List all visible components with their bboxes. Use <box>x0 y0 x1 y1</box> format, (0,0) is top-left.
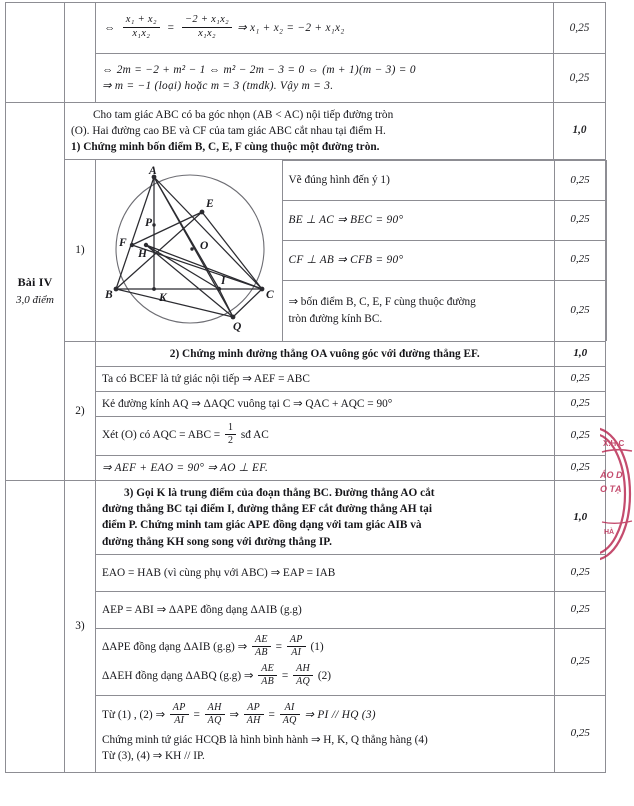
fraction-right <box>182 15 232 39</box>
table-row <box>6 341 606 480</box>
stamp-line-3: O TẠ <box>600 484 622 494</box>
fraction-denominator: AH <box>246 715 261 727</box>
equation-tag: (1) <box>310 641 324 654</box>
answer-tail: ⇒ PI // HQ (3) <box>304 709 376 722</box>
table-row <box>6 54 606 103</box>
equation-tag: (2) <box>317 670 332 683</box>
answer-line-2 <box>102 665 548 688</box>
fraction-denominator: 2 <box>228 435 234 447</box>
part2-statement: 2) Chứng minh đường thẳng OA vuông góc với đường thẳng EF. <box>96 342 554 367</box>
exercise-label: Bài IV <box>17 275 53 290</box>
svg-text:E: E <box>206 197 214 210</box>
fraction-denominator: AQ <box>296 676 311 688</box>
part2-answers-cell <box>96 341 606 480</box>
statement-line-2: đường thẳng BC tại điểm I, đường thẳng EF cắt đường thẳng AH tại <box>102 503 432 515</box>
statement-line-1: Cho tam giác ABC có ba góc nhọn (AB < AC) nội tiếp đường tròn <box>93 108 394 121</box>
svg-text:H: H <box>138 247 147 260</box>
part3-answers-cell <box>96 480 606 773</box>
statement-line-1: 3) Gọi K là trung điểm của đoạn thẳng BC. Đường thẳng AO cắt <box>124 486 435 499</box>
svg-text:O: O <box>200 239 209 252</box>
answer-line-1 <box>102 704 548 727</box>
svg-text:C: C <box>266 288 274 301</box>
fraction-ap-ai <box>170 703 189 726</box>
table-row <box>96 161 606 201</box>
part1-answer-b: BE ⊥ AC ⇒ BEC = 90° <box>282 200 554 240</box>
points-cell: 0,25 <box>554 3 606 54</box>
svg-text:A: A <box>149 164 157 177</box>
part3-answer-a: EAO = HAB (vì cùng phụ với ABC) ⇒ EAP = IAB <box>96 555 554 592</box>
empty-exercise-cell-bottom <box>6 480 65 773</box>
fraction-ae-ab-2 <box>258 664 277 687</box>
equals-sign: = <box>281 670 289 683</box>
points-cell: 0,25 <box>554 455 606 480</box>
part3-answer-c <box>96 629 554 696</box>
fraction-denominator: AI <box>291 647 302 659</box>
points-cell: 0,25 <box>554 200 606 240</box>
answer-line-3: Từ (3), (4) ⇒ KH // IP. <box>102 750 205 763</box>
statement-line-3: điểm P. Chứng minh tam giác APE đồng dạng với tam giác AIB và <box>102 519 422 532</box>
part3-statement <box>96 481 554 555</box>
row-formula-quadratic <box>96 54 554 103</box>
answer-line-1: ⇒ bốn điểm B, C, E, F cùng thuộc đường <box>288 296 476 309</box>
fraction-numerator: AP <box>170 703 189 715</box>
points-cell: 1,0 <box>554 342 606 367</box>
fraction-numerator: AE <box>258 664 277 676</box>
table-row <box>6 480 606 773</box>
formula-line-2: ⇒ m = −1 (loại) hoặc m = 3 (tmdk). Vậy m = 3. <box>102 80 334 92</box>
part1-answer-a: Vẽ đúng hình đến ý 1) <box>282 161 554 201</box>
part3-inner-table <box>96 481 606 773</box>
formula-tail: ⇒ x₁ + x₂ = −2 + x₁x₂ <box>237 21 345 34</box>
geometry-figure <box>102 165 278 337</box>
svg-text:Q: Q <box>233 320 242 333</box>
table-row <box>6 3 606 54</box>
fraction-denominator: x₁x₂ <box>198 27 216 39</box>
part1-answer-d <box>282 280 554 341</box>
table-row <box>96 592 606 629</box>
table-row <box>96 416 606 455</box>
fraction-numerator: −2 + x₁x₂ <box>182 15 232 28</box>
fraction-numerator: AI <box>280 703 300 715</box>
table-row <box>96 629 606 696</box>
svg-text:F: F <box>119 236 127 249</box>
fraction-denominator: AI <box>174 715 185 727</box>
empty-index-cell <box>65 3 96 103</box>
fraction-ah-aq <box>293 664 313 687</box>
fraction-numerator: AP <box>287 635 306 647</box>
statement-line-2: (O). Hai đường cao BE và CF của tam giác ABC cắt nhau tại điểm H. <box>71 124 386 137</box>
table-row <box>96 481 606 555</box>
fraction-ap-ai <box>287 635 306 658</box>
answer-prefix: Từ (1) , (2) ⇒ <box>102 709 165 722</box>
part1-answer-c: CF ⊥ AB ⇒ CFB = 90° <box>282 240 554 280</box>
svg-text:P: P <box>145 216 153 229</box>
problem-statement-cell <box>65 103 554 160</box>
points-cell: 0,25 <box>554 240 606 280</box>
fraction-denominator: AQ <box>282 715 297 727</box>
points-cell: 0,25 <box>554 416 606 455</box>
points-cell: 0,25 <box>554 54 606 103</box>
statement-line-4: đường thẳng KH song song với đường thẳng IP. <box>102 535 332 548</box>
statement-line-3: 1) Chứng minh bốn điểm B, C, E, F cùng thuộc một đường tròn. <box>71 141 380 154</box>
formula-text: ⇔ $\frac{\text{x₁ + x₂}}{\text{x₁x₂}}$ = $\frac{\text{−2 + x₁x₂}}{\text{x₁x₂}}$ ⇒ x₁ + x₂ = −2 + x₁x₂ <box>104 14 345 39</box>
part3-answer-d <box>96 696 554 773</box>
part1-answers-cell <box>96 160 606 342</box>
answer-prefix: ΔAEH đồng dạng ΔABQ (g.g) ⇒ <box>102 670 254 683</box>
fraction-denominator: AB <box>261 676 275 688</box>
part3-answer-b: AEP = ABI ⇒ ΔAPE đồng dạng ΔAIB (g.g) <box>96 592 554 629</box>
equals-sign: = <box>193 709 200 722</box>
svg-text:K: K <box>159 291 167 304</box>
fraction-ah-aq <box>205 703 225 726</box>
fraction-numerator: AH <box>205 703 225 715</box>
exercise-points: 3,0 điểm <box>16 293 54 306</box>
fraction-numerator: 1 <box>225 423 236 435</box>
sub-index-3: 3) <box>65 480 96 773</box>
fraction-denominator: AB <box>254 647 268 659</box>
points-cell: 0,25 <box>554 629 606 696</box>
table-row <box>96 342 606 367</box>
table-row <box>96 391 606 416</box>
points-cell: 0,25 <box>554 391 606 416</box>
fraction-left <box>123 15 160 39</box>
implies-sign: ⇒ <box>229 709 239 722</box>
part1-inner-table <box>96 160 607 341</box>
formula-line-1: ⇔ 2m = −2 + m² − 1 ⇔ m² − 2m − 3 = 0 ⇔ (m + 1)(m − 3) = 0 <box>102 63 416 76</box>
svg-text:B: B <box>105 288 113 301</box>
table-row <box>6 160 606 342</box>
part2-answer-a: Ta có BCEF là tứ giác nội tiếp ⇒ AEF = ABC <box>96 366 554 391</box>
fraction-numerator: x₁ + x₂ <box>123 15 160 28</box>
table-row <box>96 696 606 773</box>
points-cell: 0,25 <box>554 555 606 592</box>
points-cell: 0,25 <box>554 592 606 629</box>
exercise-label-cell <box>6 103 65 481</box>
fraction-ae-ab <box>252 635 271 658</box>
fraction-denominator: AQ <box>207 715 222 727</box>
answer-line-2: tròn đường kính BC. <box>288 312 383 325</box>
table-row <box>96 455 606 480</box>
fraction-denominator: x₁x₂ <box>132 27 151 39</box>
empty-exercise-cell <box>6 3 65 103</box>
fraction-half <box>225 423 236 446</box>
answer-prefix: ΔAPE đồng dạng ΔAIB (g.g) ⇒ <box>102 641 248 654</box>
row-formula-fraction <box>96 3 554 54</box>
stamp-line-2: ÁO D <box>600 470 623 480</box>
sub-index-2: 2) <box>65 341 96 480</box>
part2-inner-table <box>96 342 606 480</box>
sub-index-1: 1) <box>65 160 96 342</box>
geometry-figure-cell <box>96 161 282 341</box>
stamp-line-1: X.H.C <box>603 439 625 448</box>
answer-line-2: Chứng minh tứ giác HCQB là hình bình hành ⇒ H, K, Q thẳng hàng (4) <box>102 734 428 747</box>
answer-prefix: Xét (O) có AQC = ABC = <box>102 429 221 442</box>
table-row <box>6 103 606 160</box>
points-cell: 0,25 <box>554 161 606 201</box>
stamp-line-4: HÀ <box>604 529 615 536</box>
points-cell: 1,0 <box>554 481 606 555</box>
fraction-numerator: AE <box>252 635 271 647</box>
grading-table <box>5 2 606 773</box>
part2-answer-c <box>96 416 554 455</box>
part2-answer-b: Kẻ đường kính AQ ⇒ ΔAQC vuông tại C ⇒ QAC + AQC = 90° <box>96 391 554 416</box>
svg-text:I: I <box>221 274 226 287</box>
fraction-ai-aq <box>280 703 300 726</box>
points-cell: 0,25 <box>554 366 606 391</box>
table-row <box>96 555 606 592</box>
equals-sign: = <box>268 709 275 722</box>
part2-answer-d: ⇒ AEF + EAO = 90° ⇒ AO ⊥ EF. <box>96 455 554 480</box>
answer-line-1 <box>102 636 548 659</box>
points-cell: 0,25 <box>554 696 606 773</box>
equals-sign: = <box>275 641 282 654</box>
fraction-numerator: AH <box>293 664 313 676</box>
table-row <box>96 366 606 391</box>
points-cell: 1,0 <box>554 103 606 160</box>
fraction-ap-ah <box>244 703 264 726</box>
points-cell: 0,25 <box>554 280 606 341</box>
fraction-numerator: AP <box>244 703 264 715</box>
answer-suffix: sđ AC <box>240 429 269 442</box>
